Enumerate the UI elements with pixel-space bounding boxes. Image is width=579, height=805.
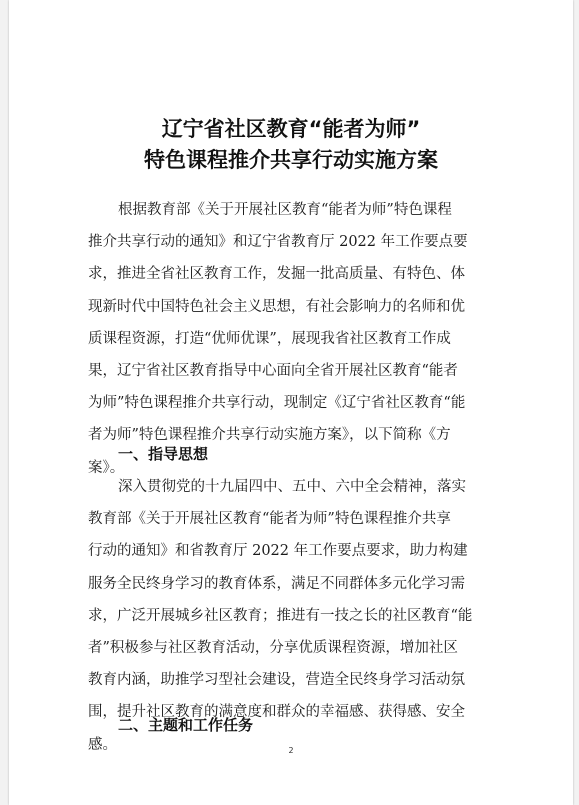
- intro-paragraph-line: 推介共享行动的通知》和辽宁省教育厅 2022 年工作要点要: [88, 234, 468, 251]
- section-heading-theme-and-tasks: 二、主题和工作任务: [118, 716, 254, 734]
- document-page: [9, 0, 573, 805]
- section1-paragraph-line: 行动的通知》和省教育厅 2022 年工作要点要求，助力构建: [88, 543, 468, 560]
- document-title-line-2: 特色课程推介共享行动实施方案: [144, 148, 438, 172]
- section1-paragraph-line: 深入贯彻党的十九届四中、五中、六中全会精神，落实: [118, 479, 466, 495]
- intro-paragraph-line: 现新时代中国特色社会主义思想，有社会影响力的名师和优: [88, 298, 465, 315]
- section1-paragraph-line: 求，广泛开展城乡社区教育；推进有一技之长的社区教育“能: [88, 607, 473, 624]
- intro-paragraph-line: 为师”特色课程推介共享行动，现制定《辽宁省社区教育“能: [88, 395, 466, 412]
- intro-paragraph-line: 求，推进全省社区教育工作，发掘一批高质量、有特色、体: [88, 266, 465, 283]
- section1-paragraph-line: 教育内涵，助推学习型社会建设，营造全民终身学习活动氛: [88, 672, 465, 689]
- intro-paragraph-line: 根据教育部《关于开展社区教育“能者为师”特色课程: [118, 202, 452, 218]
- page-number: 2: [288, 746, 294, 755]
- section1-paragraph-line: 者”积极参与社区教育活动，分享优质课程资源，增加社区: [88, 640, 458, 656]
- document-title-line-1: 辽宁省社区教育“能者为师”: [161, 117, 421, 141]
- section-heading-guiding-ideology: 一、指导思想: [118, 445, 209, 463]
- intro-paragraph-line: 者为师”特色课程推介共享行动实施方案》，以下简称《方: [88, 427, 451, 444]
- intro-paragraph-line: 果，辽宁省社区教育指导中心面向全省开展社区教育“能者: [88, 363, 458, 379]
- section1-paragraph-line: 服务全民终身学习的教育体系，满足不同群体多元化学习需: [88, 575, 465, 592]
- section1-paragraph-line: 围，提升社区教育的满意度和群众的幸福感、获得感、安全: [88, 704, 465, 721]
- intro-paragraph-line: 质课程资源，打造“优师优课”，展现我省社区教育工作成: [88, 330, 451, 347]
- section1-paragraph-line: 感。: [88, 736, 117, 753]
- section1-paragraph-line: 教育部《关于开展社区教育“能者为师”特色课程推介共享: [88, 511, 451, 528]
- intro-paragraph-line: 案》。: [88, 459, 125, 476]
